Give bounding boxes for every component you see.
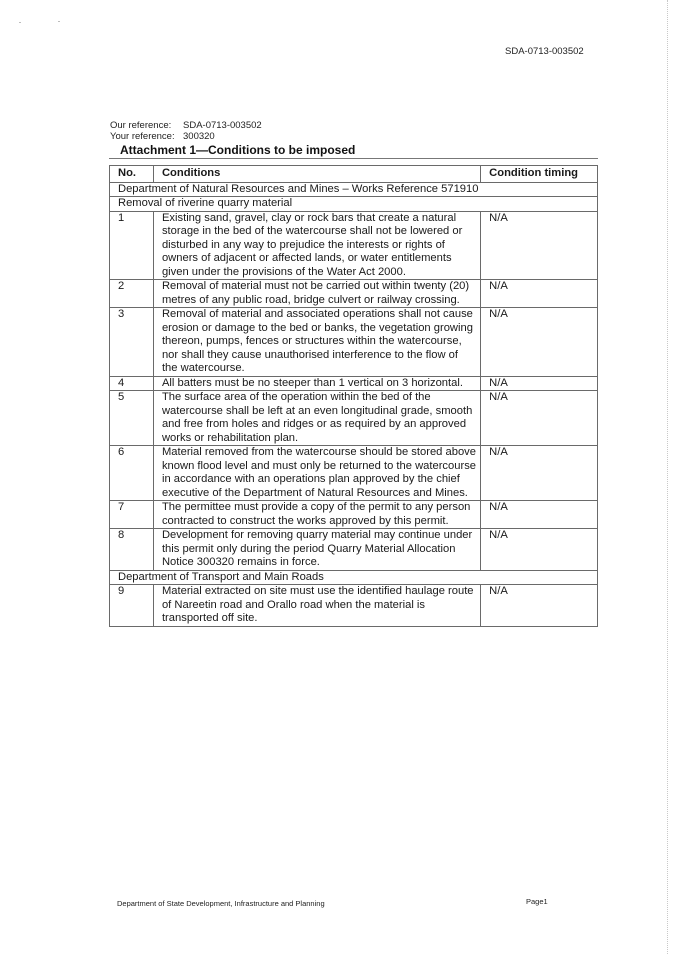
condition-number: 3 <box>110 308 154 377</box>
condition-text: The permittee must provide a copy of the permit to any person contracted to construct the works approved by this permit. <box>153 501 480 529</box>
table-header-row <box>110 166 598 183</box>
header-timing: Condition timing <box>481 166 598 183</box>
condition-timing: N/A <box>481 585 598 627</box>
title-divider <box>109 158 598 159</box>
scan-speck <box>19 22 21 23</box>
section-row <box>110 182 598 197</box>
table-row <box>110 585 598 627</box>
section-label: Department of Natural Resources and Mines – Works Reference 571910 <box>110 182 598 197</box>
page-edge-line <box>667 0 668 954</box>
condition-text: All batters must be no steeper than 1 vertical on 3 horizontal. <box>153 376 480 391</box>
table-row <box>110 501 598 529</box>
condition-text: Material removed from the watercourse should be stored above known flood level and must only be returned to the watercourse in accordance with an operations plan approved by the chief executive of the Department of Natural Resources and Mines. <box>153 446 480 501</box>
condition-text: The surface area of the operation within the bed of the watercourse shall be left at an even longitudinal grade, smooth and free from holes and ridges or as required by an approved works or rehabilitation plan. <box>153 391 480 446</box>
table-row <box>110 308 598 377</box>
condition-number: 7 <box>110 501 154 529</box>
table-row <box>110 529 598 571</box>
header-no: No. <box>110 166 154 183</box>
section-label: Removal of riverine quarry material <box>110 197 598 212</box>
condition-timing: N/A <box>481 529 598 571</box>
your-reference <box>110 131 262 142</box>
table-row <box>110 391 598 446</box>
section-label: Department of Transport and Main Roads <box>110 570 598 585</box>
condition-timing: N/A <box>481 211 598 280</box>
condition-number: 2 <box>110 280 154 308</box>
condition-timing: N/A <box>481 391 598 446</box>
table-row <box>110 211 598 280</box>
your-reference-value: 300320 <box>183 131 215 142</box>
condition-text: Existing sand, gravel, clay or rock bars that create a natural storage in the bed of the watercourse shall not be lowered or disturbed in any way to prejudice the interests or rights of owners of adjacent or affected lands, or water entitlements given under the provisions of the Water Act 2000. <box>153 211 480 280</box>
condition-text: Removal of material must not be carried out within twenty (20) metres of any public road, bridge culvert or railway crossing. <box>153 280 480 308</box>
section-row <box>110 197 598 212</box>
scan-speck <box>58 21 60 22</box>
references-block <box>110 120 262 142</box>
table-row <box>110 376 598 391</box>
conditions-table <box>109 165 598 627</box>
document-id-header: SDA-0713-003502 <box>505 46 584 57</box>
table-row <box>110 280 598 308</box>
footer-department: Department of State Development, Infrastructure and Planning <box>117 899 325 908</box>
condition-number: 9 <box>110 585 154 627</box>
condition-timing: N/A <box>481 376 598 391</box>
header-conditions: Conditions <box>153 166 480 183</box>
table-row <box>110 446 598 501</box>
footer-page-number: Page1 <box>526 897 548 906</box>
condition-timing: N/A <box>481 446 598 501</box>
condition-number: 1 <box>110 211 154 280</box>
our-reference-label: Our reference: <box>110 120 172 131</box>
condition-timing: N/A <box>481 501 598 529</box>
our-reference-value: SDA-0713-003502 <box>183 120 262 131</box>
condition-timing: N/A <box>481 280 598 308</box>
condition-number: 8 <box>110 529 154 571</box>
section-row <box>110 570 598 585</box>
condition-number: 4 <box>110 376 154 391</box>
condition-timing: N/A <box>481 308 598 377</box>
condition-number: 6 <box>110 446 154 501</box>
condition-number: 5 <box>110 391 154 446</box>
our-reference <box>110 120 262 131</box>
attachment-title: Attachment 1—Conditions to be imposed <box>120 143 356 157</box>
condition-text: Material extracted on site must use the identified haulage route of Nareetin road and Orallo road when the material is transported off site. <box>153 585 480 627</box>
condition-text: Development for removing quarry material may continue under this permit only during the period Quarry Material Allocation Notice 300320 remains in force. <box>153 529 480 571</box>
condition-text: Removal of material and associated operations shall not cause erosion or damage to the bed or banks, the vegetation growing thereon, pumps, fences or structures within the watercourse, nor shall they cause unauthorised interference to the flow of the watercourse. <box>153 308 480 377</box>
your-reference-label: Your reference: <box>110 131 175 142</box>
